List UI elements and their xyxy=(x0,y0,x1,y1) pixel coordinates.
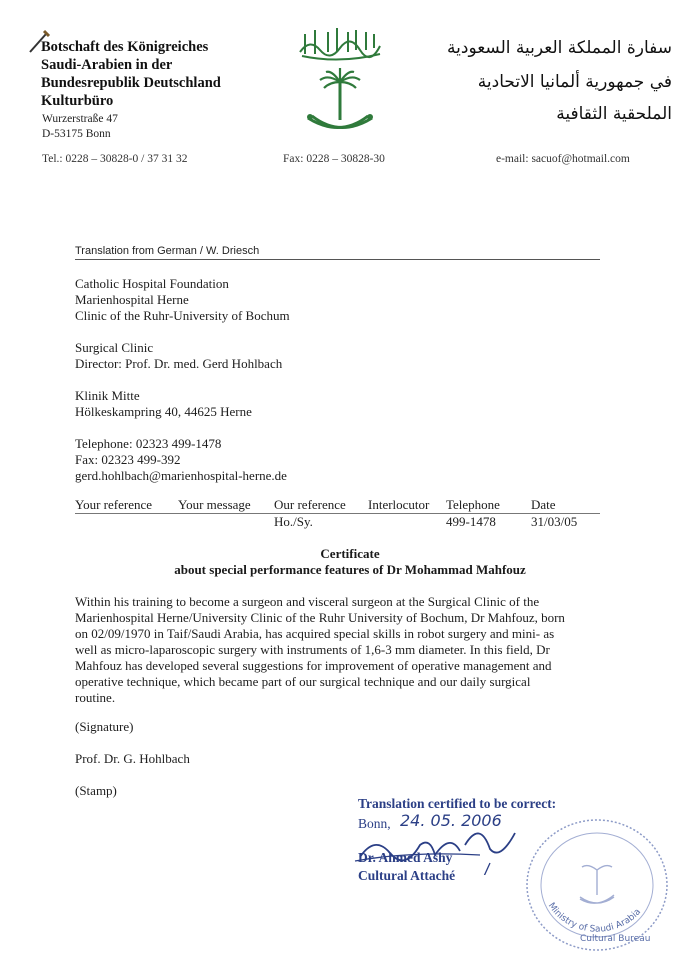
certification-place: Bonn, xyxy=(358,816,391,831)
certificate-body-line: well as micro-laparoscopic surgery with instruments of 1,6-3 mm diameter. In this field, Dr xyxy=(75,642,550,657)
ref-value-our-reference: Ho./Sy. xyxy=(274,514,313,529)
reference-divider xyxy=(75,513,600,514)
ref-value-date: 31/03/05 xyxy=(531,514,578,529)
certificate-body-line: Within his training to become a surgeon and visceral surgeon at the Surgical Clinic of the xyxy=(75,594,540,609)
certificate-body-line: on 02/09/1970 in Taif/Saudi Arabia, has acquired special skills in robot surgery and mini- as xyxy=(75,626,555,641)
translation-note: Translation from German / W. Driesch xyxy=(75,245,260,257)
seal-text-path: Ministry of Saudi Arabia xyxy=(545,901,644,935)
svg-text:Ministry of Saudi Arabia xyxy=(546,901,643,935)
embassy-street: Wurzerstraße 47 xyxy=(42,113,118,125)
ref-header-interlocutor: Interlocutor xyxy=(368,497,430,512)
arabic-embassy-line-3: الملحقية الثقافية xyxy=(556,104,672,124)
letterhead-fax: Fax: 0228 – 30828-30 xyxy=(283,153,385,165)
seal-text-bottom: Cultural Bureau xyxy=(580,934,651,944)
arabic-embassy-line-1: سفارة المملكة العربية السعودية xyxy=(447,38,672,58)
embassy-name-line-1: Botschaft des Königreiches xyxy=(41,39,209,55)
saudi-emblem-icon xyxy=(290,20,390,140)
sender-telephone: Telephone: 02323 499-1478 xyxy=(75,436,222,451)
sender-director: Director: Prof. Dr. med. Gerd Hohlbach xyxy=(75,356,283,371)
certification-date: 24. 05. 2006 xyxy=(400,811,502,830)
certificate-subtitle: about special performance features of Dr Mohammad Mahfouz xyxy=(174,562,526,577)
embassy-seal-icon xyxy=(522,815,672,955)
embassy-name-line-3: Bundesrepublik Deutschland xyxy=(41,75,221,91)
embassy-office: Kulturbüro xyxy=(41,93,114,109)
certificate-body-line: routine. xyxy=(75,690,116,705)
certificate-body-line: Mahfouz has developed several suggestions for improvement of operative management and xyxy=(75,658,552,673)
certification-name: Dr. Ahmed Ashy xyxy=(358,850,453,865)
certificate-title: Certificate xyxy=(320,546,380,561)
signatory-name: Prof. Dr. G. Hohlbach xyxy=(75,751,190,766)
embassy-city: D-53175 Bonn xyxy=(42,128,111,140)
sender-address: Hölkeskampring 40, 44625 Herne xyxy=(75,404,252,419)
certificate-body-line: Marienhospital Herne/University Clinic of the Ruhr University of Bochum, Dr Mahfouz, born xyxy=(75,610,565,625)
ref-header-our-reference: Our reference xyxy=(274,497,346,512)
sender-location: Klinik Mitte xyxy=(75,388,140,403)
header-divider xyxy=(75,259,600,260)
certification-title: Cultural Attaché xyxy=(358,868,456,883)
stamp-note: (Stamp) xyxy=(75,783,117,798)
ref-header-telephone: Telephone xyxy=(446,497,500,512)
letterhead-email: e-mail: sacuof@hotmail.com xyxy=(496,153,630,165)
sender-org-2: Marienhospital Herne xyxy=(75,292,189,307)
letterhead-telephone: Tel.: 0228 – 30828-0 / 37 31 32 xyxy=(42,153,188,165)
embassy-name-line-2: Saudi-Arabien in der xyxy=(41,57,173,73)
sender-clinic: Surgical Clinic xyxy=(75,340,154,355)
certificate-body-line: operative technique, which became part of our surgical technique and our daily surgical xyxy=(75,674,531,689)
handwritten-signature-icon xyxy=(340,815,530,875)
sender-email: gerd.hohlbach@marienhospital-herne.de xyxy=(75,468,287,483)
ref-header-your-message: Your message xyxy=(178,497,251,512)
sender-org-3: Clinic of the Ruhr-University of Bochum xyxy=(75,308,290,323)
arabic-embassy-line-2: في جمهورية ألمانيا الاتحادية xyxy=(477,72,672,92)
signature-note: (Signature) xyxy=(75,719,134,734)
ref-header-date: Date xyxy=(531,497,556,512)
certification-line: Translation certified to be correct: xyxy=(358,796,557,811)
sender-org-1: Catholic Hospital Foundation xyxy=(75,276,229,291)
ref-header-your-reference: Your reference xyxy=(75,497,153,512)
ref-value-telephone: 499-1478 xyxy=(446,514,496,529)
sender-fax: Fax: 02323 499-392 xyxy=(75,452,181,467)
